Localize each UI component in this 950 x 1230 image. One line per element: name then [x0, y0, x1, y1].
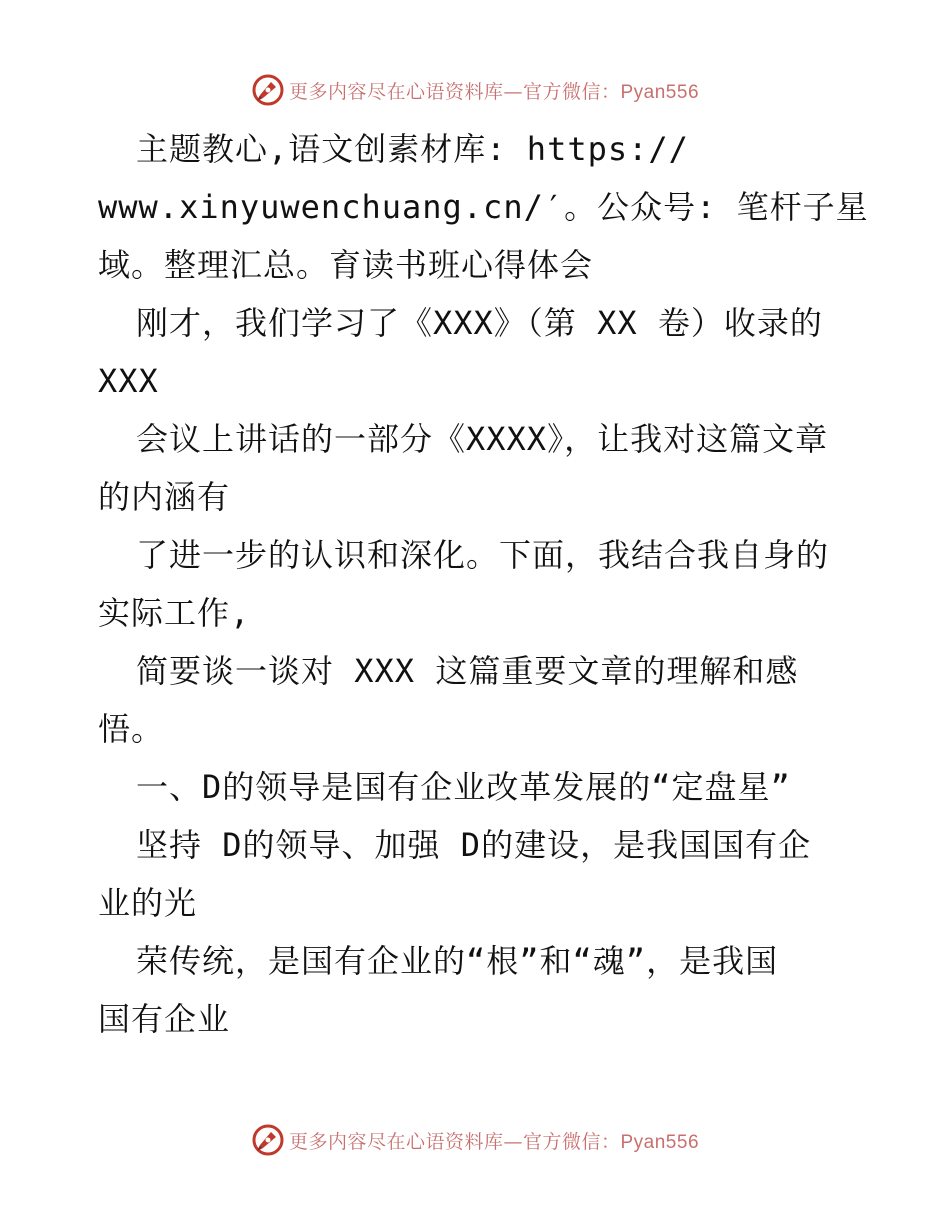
- body-line: 简要谈一谈对 XXX 这篇重要文章的理解和感: [136, 652, 799, 690]
- body-line: 国有企业: [98, 1000, 231, 1038]
- pen-nib-logo-icon: [251, 1123, 285, 1157]
- pen-nib-logo-icon: [251, 73, 285, 107]
- body-line: 刚才，我们学习了《XXX》（第 XX 卷）收录的: [136, 304, 823, 342]
- body-line: 主题教心,语文创素材库: https://: [136, 130, 689, 168]
- body-line: www.xinyuwenchuang.cn/′。公众号: 笔杆子星: [98, 188, 869, 226]
- body-line: 的内涵有: [98, 478, 231, 516]
- body-line: 域。整理汇总。育读书班心得体会: [98, 246, 594, 284]
- footer-banner: [0, 1122, 950, 1158]
- header-banner: [0, 72, 950, 108]
- body-line: 业的光: [98, 884, 198, 922]
- body-line: 了进一步的认识和深化。下面，我结合我自身的: [136, 536, 830, 574]
- body-line: 荣传统，是国有企业的“根”和“魂”，是我国: [136, 942, 779, 980]
- section-heading: 一、D的领导是国有企业改革发展的“定盘星”: [136, 768, 791, 806]
- body-line: XXX: [98, 362, 159, 400]
- header-banner-text: 更多内容尽在心语资料库—官方微信：Pyan556: [288, 80, 700, 103]
- body-line: 悟。: [98, 710, 165, 748]
- body-line: 会议上讲话的一部分《XXXX》，让我对这篇文章: [136, 420, 829, 458]
- document-body: [98, 120, 869, 1048]
- footer-banner-text: 更多内容尽在心语资料库—官方微信：Pyan556: [288, 1130, 700, 1153]
- body-line: 坚持 D的领导、加强 D的建设，是我国国有企: [136, 826, 812, 864]
- body-line: 实际工作,: [98, 594, 251, 632]
